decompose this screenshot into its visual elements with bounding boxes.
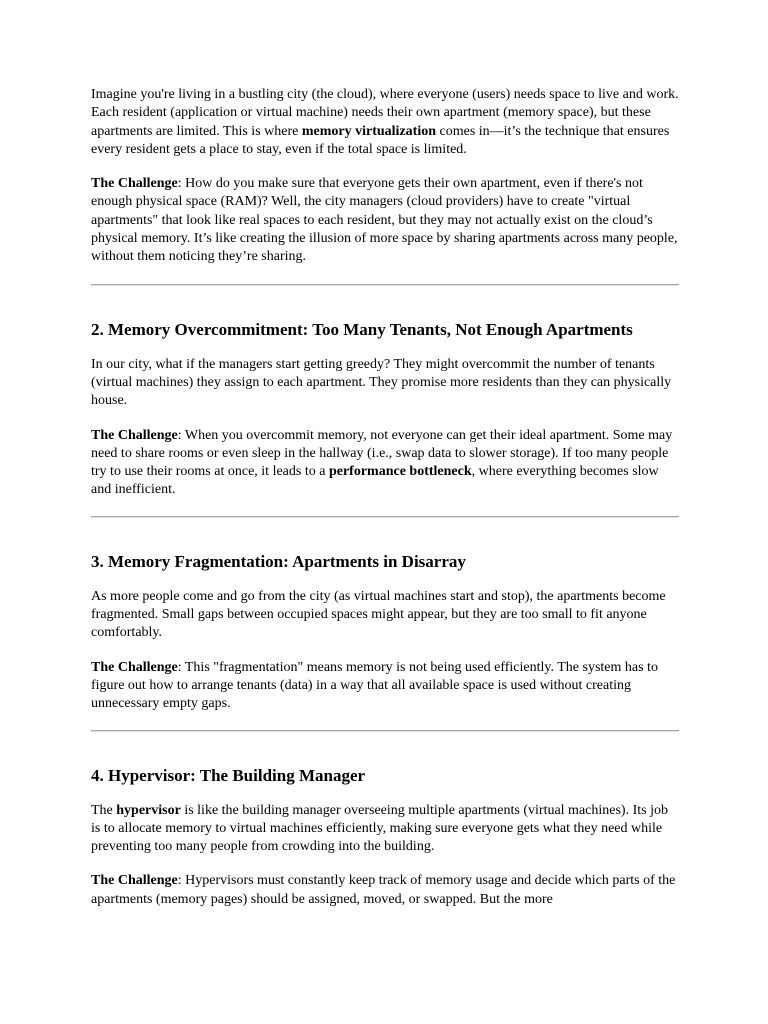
memory-virtualization-term: memory virtualization xyxy=(301,123,436,139)
section-memory-fragmentation xyxy=(91,551,679,714)
section-paragraph: As more people come and go from the city (as virtual machines start and stop), the apartments become fragmented. Small gaps between occupied spaces might appear, but they are too small to fit anyone comfortably. xyxy=(91,588,666,641)
section-memory-overcommitment xyxy=(91,319,679,500)
section-paragraph xyxy=(91,802,679,857)
section-heading: 3. Memory Fragmentation: Apartments in Disarray xyxy=(91,551,466,571)
intro-text-start: Imagine you're living in a bustling city (the cloud), where everyone (users) needs space to live and work. Each resident (application or virtual machine) needs their own apartment (memory space), but these apartments are limited. This is where xyxy=(91,87,679,139)
intro-paragraph xyxy=(91,86,679,159)
challenge-text: : This "fragmentation" means memory is not being used efficiently. The system has to figure out how to arrange tenants (data) in a way that all available space is used without creating unnecessary empty gaps. xyxy=(91,659,658,712)
paragraph-text-start: The xyxy=(91,802,117,818)
section-heading: 4. Hypervisor: The Building Manager xyxy=(91,765,366,785)
horizontal-divider xyxy=(91,284,679,286)
challenge-text-start: : When you overcommit memory, not everyone can get their ideal apartment. Some may need to share rooms or even sleep in the hallway (i.e., swap data to slower storage). If too many people try to use their rooms at once, it leads to a xyxy=(91,427,673,480)
section-challenge-paragraph xyxy=(91,872,679,909)
section-hypervisor xyxy=(91,765,679,909)
challenge-label: The Challenge xyxy=(91,176,178,192)
performance-bottleneck-term: performance bottleneck xyxy=(328,464,472,480)
intro-section xyxy=(91,86,679,267)
horizontal-divider xyxy=(91,516,679,518)
challenge-text: : How do you make sure that everyone gets their own apartment, even if there's not enough physical space (RAM)? Well, the city managers (cloud providers) have to create "virtual apartments" that look like real spaces to each resident, but they may not actually exist on the cloud’s physical memory. It’s like creating the illusion of more space by sharing apartments across many people, without them noticing they’re sharing. xyxy=(91,176,678,265)
intro-text-end: comes in—it’s the technique that ensures every resident gets a place to stay, even if the total space is limited. xyxy=(91,123,670,157)
challenge-label: The Challenge xyxy=(91,873,178,889)
hypervisor-term: hypervisor xyxy=(116,802,181,818)
challenge-text: : Hypervisors must constantly keep track of memory usage and decide which parts of the apartments (memory pages) should be assigned, moved, or swapped. But the more xyxy=(91,873,676,907)
intro-challenge-paragraph xyxy=(91,175,679,266)
document-page xyxy=(91,86,679,909)
horizontal-divider xyxy=(91,730,679,732)
challenge-text-end: , where everything becomes slow and inefficient. xyxy=(91,464,659,498)
section-challenge-paragraph xyxy=(91,659,679,714)
section-challenge-paragraph xyxy=(91,427,679,500)
section-heading: 2. Memory Overcommitment: Too Many Tenants, Not Enough Apartments xyxy=(91,319,633,339)
challenge-label: The Challenge xyxy=(91,659,178,675)
paragraph-text-end: is like the building manager overseeing multiple apartments (virtual machines). Its job is to allocate memory to virtual machines efficiently, making sure everyone gets what they need while preventing too many people from crowding into the building. xyxy=(91,802,668,855)
section-paragraph: In our city, what if the managers start getting greedy? They might overcommit the number of tenants (virtual machines) they assign to each apartment. They promise more residents than they can physically house. xyxy=(91,356,672,409)
challenge-label: The Challenge xyxy=(91,427,178,443)
